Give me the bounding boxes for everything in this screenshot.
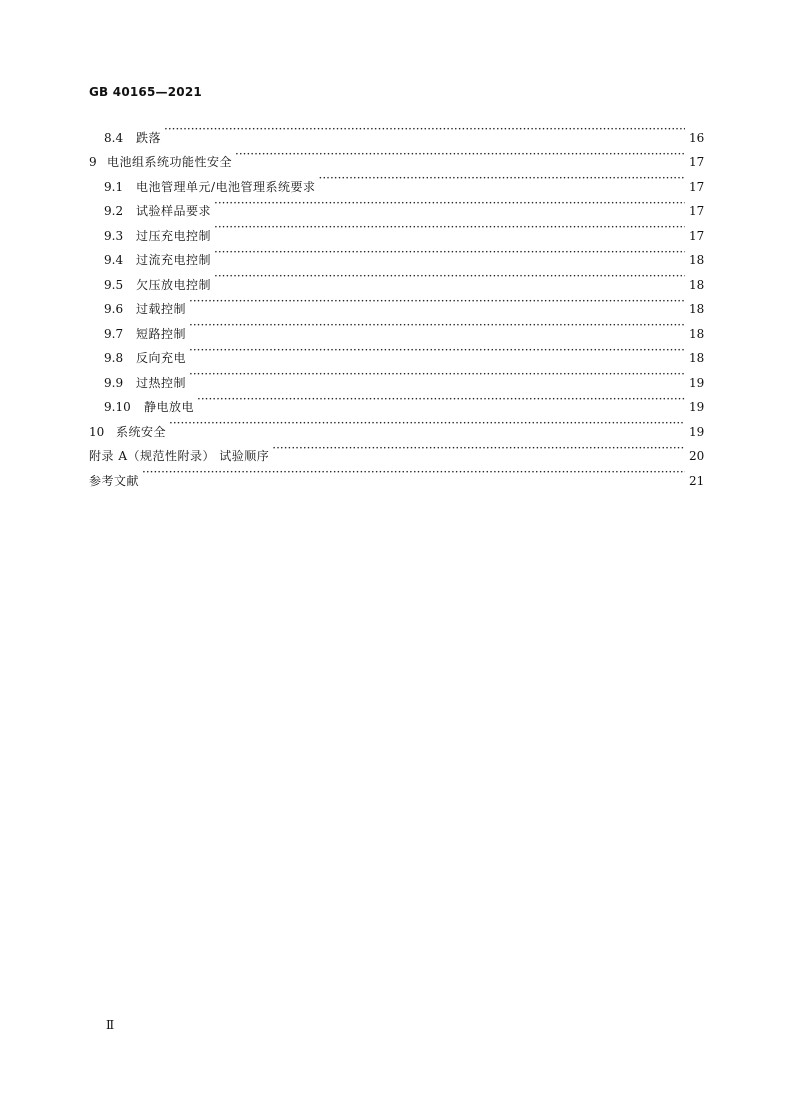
toc-entry-title: 电池组系统功能性安全 <box>107 155 233 169</box>
toc-leader-dots <box>214 215 685 240</box>
toc-entry-title: 短路控制 <box>136 326 187 341</box>
toc-entry-title: 电池管理单元/电池管理系统要求 <box>136 179 316 194</box>
toc-leader-dots <box>319 166 685 191</box>
toc-entry-number: 9.5 <box>104 277 124 292</box>
toc-entry-page: 19 <box>689 400 705 414</box>
toc-entry-title: 附录 A（规范性附录） 试验顺序 <box>89 449 270 463</box>
toc-entry-page: 21 <box>689 473 705 488</box>
toc-leader-dots <box>189 338 685 363</box>
toc-entry-page: 16 <box>689 130 705 145</box>
toc-leader-dots <box>214 191 685 216</box>
toc-leader-dots <box>214 264 685 289</box>
toc-entry-number: 8.4 <box>104 130 124 145</box>
toc-entry-title: 跌落 <box>136 130 162 145</box>
toc-entry-title: 静电放电 <box>144 400 195 414</box>
toc-entry-number: 9.2 <box>104 204 124 218</box>
page-number: Ⅱ <box>106 1018 115 1032</box>
toc-entry-number: 9.8 <box>104 351 124 365</box>
toc-entry-title: 欠压放电控制 <box>136 277 212 292</box>
toc-entry-number: 9.9 <box>104 375 124 390</box>
toc-entry-page: 17 <box>689 228 705 243</box>
toc-entry-number: 9.10 <box>104 400 131 414</box>
toc-leader-dots <box>189 362 685 387</box>
toc-entry-page: 19 <box>689 375 705 390</box>
toc-leader-dots <box>272 436 685 461</box>
toc-entry-number: 9.3 <box>104 228 124 243</box>
toc-leader-dots <box>164 117 685 142</box>
standard-code-header: GB 40165—2021 <box>89 85 202 99</box>
toc-entry-page: 18 <box>689 253 705 267</box>
toc-entry-page: 17 <box>689 204 705 218</box>
toc-entry-8-4[interactable] <box>89 117 705 145</box>
toc-entry-page: 19 <box>689 424 705 439</box>
toc-entry-number: 9.7 <box>104 326 124 341</box>
toc-entry-9[interactable] <box>89 142 703 167</box>
toc-entry-number: 9 <box>89 155 97 169</box>
toc-entry-number: 9.6 <box>104 302 124 316</box>
toc-entry-page: 18 <box>689 351 705 365</box>
toc-entry-title: 试验样品要求 <box>136 204 212 218</box>
toc-leader-dots <box>169 411 685 436</box>
toc-entry-number: 9.4 <box>104 253 124 267</box>
toc-entry-number: 10 <box>89 424 105 439</box>
toc-entry-title: 过流充电控制 <box>136 253 212 267</box>
toc-entry-appendix-a[interactable] <box>89 436 703 461</box>
table-of-contents <box>89 117 705 488</box>
toc-entry-title: 反向充电 <box>136 351 187 365</box>
toc-entry-title: 参考文献 <box>89 473 140 488</box>
toc-entry-title: 过压充电控制 <box>136 228 212 243</box>
toc-leader-dots <box>197 387 685 412</box>
toc-entry-number: 9.1 <box>104 179 124 194</box>
toc-entry-page: 18 <box>689 326 705 341</box>
toc-entry-10[interactable] <box>89 411 705 439</box>
toc-entry-page: 17 <box>689 179 705 194</box>
toc-leader-dots <box>142 460 685 485</box>
toc-leader-dots <box>214 240 685 265</box>
toc-entry-page: 17 <box>689 155 705 169</box>
toc-entry-title: 过热控制 <box>136 375 187 390</box>
toc-entry-references[interactable] <box>89 460 705 488</box>
toc-entry-page: 18 <box>689 277 705 292</box>
toc-leader-dots <box>235 142 685 167</box>
toc-leader-dots <box>189 289 685 314</box>
toc-leader-dots <box>189 313 685 338</box>
toc-entry-page: 18 <box>689 302 705 316</box>
toc-entry-title: 系统安全 <box>116 424 167 439</box>
toc-entry-page: 20 <box>689 449 705 463</box>
toc-entry-title: 过载控制 <box>136 302 187 316</box>
